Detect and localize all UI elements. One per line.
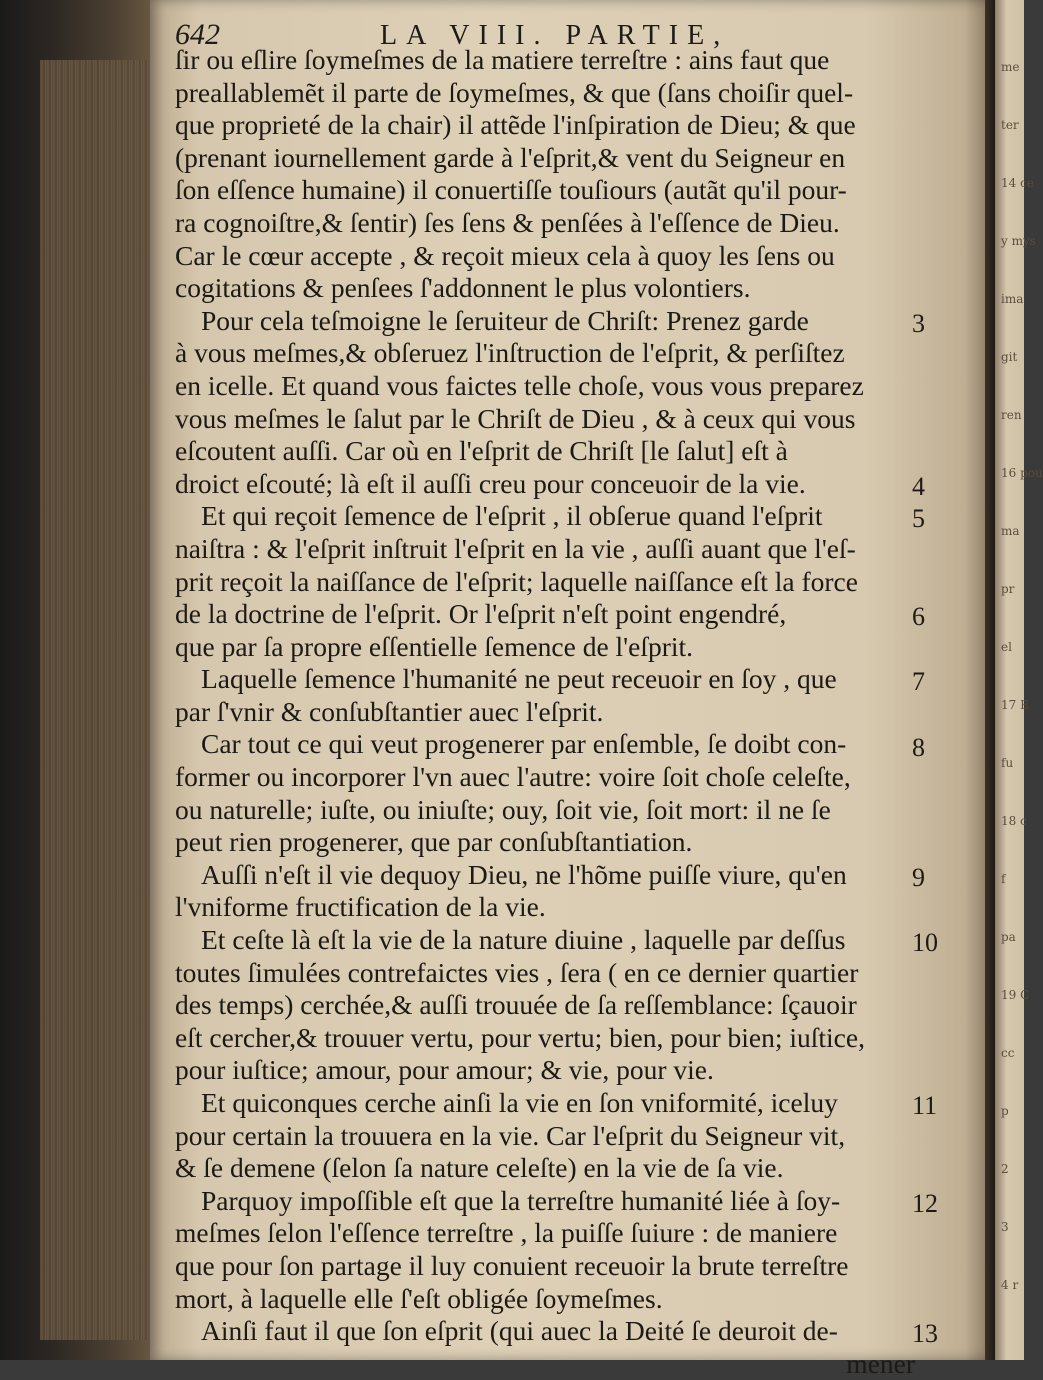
page-number: 642 — [175, 18, 220, 51]
right-page-text-fragment: y mys — [1001, 234, 1036, 248]
text-line: vous meſmes le ſalut par le Chriſt de Dieu , & à ceux qui vous — [175, 402, 856, 434]
text-line: prit reçoit la naiſſance de l'eſprit; laquelle naiſſance eſt la force — [175, 565, 858, 597]
right-page-text-fragment: cc — [1001, 1046, 1015, 1060]
text-line: par ſ'vnir & conſubſtantier auec l'eſprit. — [175, 695, 604, 727]
right-page-text-fragment: 17 E — [1001, 698, 1029, 712]
text-line: Et qui reçoit ſemence de l'eſprit , il obſerue quand l'eſprit — [201, 500, 823, 532]
text-line: peut rien progenerer, que par conſubſtantiation. — [175, 826, 693, 858]
text-line: meſmes ſelon l'eſſence terreſtre , la puiſſe ſuiure : de maniere — [175, 1217, 838, 1249]
text-line: eſcoutent auſſi. Car où en l'eſprit de Chriſt [le ſalut] eſt à — [175, 435, 788, 467]
right-page-text-fragment: git — [1001, 350, 1018, 364]
right-page-text-fragment: el — [1001, 640, 1012, 654]
verse-number: 13 — [912, 1319, 938, 1349]
text-line: Et ceſte là eſt la vie de la nature diuine , laquelle par deſſus — [201, 924, 846, 956]
text-line: que proprieté de la chair) il attẽde l'inſpiration de Dieu; & que — [175, 109, 856, 141]
verse-number: 9 — [912, 863, 925, 892]
right-page-text-fragment: pr — [1001, 582, 1015, 596]
verse-number: 12 — [912, 1189, 938, 1218]
text-line: en icelle. Et quand vous faictes telle choſe, vous vous preparez — [175, 369, 864, 401]
right-page-text-fragment: 14 ce — [1001, 176, 1034, 190]
text-line: Car le cœur accepte , & reçoit mieux cela à quoy les ſens ou — [175, 239, 835, 271]
text-line: ou naturelle; iuſte, ou iniuſte; ouy, ſoit vie, ſoit mort: il ne ſe — [175, 793, 831, 825]
text-line: ra cognoiſtre,& ſentir) ſes ſens & penſées à l'eſſence de Dieu. — [175, 206, 840, 238]
verse-number: 7 — [912, 667, 925, 697]
right-page-text-fragment: me — [1001, 60, 1020, 74]
text-line: cogitations & penſees ſ'addonnent le plus volontiers. — [175, 272, 751, 304]
text-line: eſt cercher,& trouuer vertu, pour vertu; bien, pour bien; iuſtice, — [175, 1021, 865, 1053]
text-line: Parquoy impoſſible eſt que la terreſtre humanité liée à ſoy- — [201, 1184, 841, 1216]
book-fore-edge — [0, 0, 160, 1360]
right-page-text-fragment: ma — [1001, 524, 1020, 538]
text-line: toutes ſimulées contrefaictes vies , ſera ( en ce dernier quartier — [175, 956, 859, 988]
text-line: & ſe demene (ſelon ſa nature celeſte) en la vie de ſa vie. — [175, 1152, 784, 1184]
right-page-text-fragment: 3 — [1001, 1220, 1009, 1234]
text-line: de la doctrine de l'eſprit. Or l'eſprit n'eſt point engendré, — [175, 598, 787, 630]
right-page-text-fragment: 18 c — [1001, 814, 1027, 828]
running-title: LA VIII. PARTIE, — [380, 20, 730, 51]
right-page-text-fragment: pa — [1001, 930, 1016, 944]
text-line: que pour ſon partage il luy conuient receuoir la brute terreſtre — [175, 1249, 849, 1281]
text-line: Ainſi faut il que ſon eſprit (qui auec la Deité ſe deuroit de- — [201, 1315, 838, 1347]
right-page-text-fragment: fu — [1001, 756, 1014, 770]
right-page-text-fragment: ima — [1001, 292, 1024, 306]
right-page-text-fragment: 19 C — [1001, 988, 1030, 1002]
text-line: naiſtra : & l'eſprit inſtruit l'eſprit en la vie , auſſi auant que l'eſ- — [175, 532, 856, 564]
right-page-text-fragment: f — [1001, 872, 1006, 886]
text-line: former ou incorporer l'vn auec l'autre: voire ſoit choſe celeſte, — [175, 761, 851, 793]
body-text — [175, 44, 938, 1380]
text-line: l'vniforme fructification de la vie. — [175, 891, 546, 923]
text-line: (prenant iournellement garde à l'eſprit,& vent du Seigneur en — [175, 141, 846, 173]
text-line: pour iuſtice; amour, pour amour; & vie, pour vie. — [175, 1054, 714, 1086]
right-page-text-fragment: ren — [1001, 408, 1022, 422]
verse-number: 3 — [912, 308, 925, 338]
verse-number: 6 — [912, 602, 925, 632]
right-page-text-fragment: 4 r — [1001, 1278, 1019, 1292]
verse-number: 10 — [912, 928, 938, 958]
text-line: droict eſcouté; là eſt il auſſi creu pour conceuoir de la vie. — [175, 467, 806, 499]
right-page-text-fragment: 16 pou — [1001, 466, 1043, 480]
text-line: Pour cela teſmoigne le ſeruiteur de Chriſt: Prenez garde — [201, 304, 809, 336]
text-line: à vous meſmes,& obſeruez l'inſtruction de l'eſprit, & perſiſtez — [175, 337, 845, 369]
text-line: mort, à laquelle elle ſ'eſt obligée ſoymeſmes. — [175, 1282, 663, 1314]
text-line: des temps) cerchée,& auſſi trouuée de ſa reſſemblance: ſçauoir — [175, 989, 857, 1021]
page-edges — [40, 60, 150, 1340]
text-line: ſon eſſence humaine) il conuertiſſe touſiours (autãt qu'il pour- — [175, 174, 847, 206]
verse-number: 11 — [912, 1091, 938, 1121]
verse-number: 8 — [912, 732, 925, 762]
text-line: ſir ou eſlire ſoymeſmes de la matiere terreſtre : ains faut que — [175, 44, 830, 75]
right-page-text-fragment: p — [1001, 1104, 1009, 1118]
text-line: que par ſa propre eſſentielle ſemence de l'eſprit. — [175, 630, 694, 662]
text-line: Et quiconques cerche ainſi la vie en ſon vniformité, iceluy — [201, 1087, 838, 1118]
text-line: Laquelle ſemence l'humanité ne peut receuoir en ſoy , que — [201, 663, 837, 695]
verse-number: 5 — [912, 504, 925, 534]
right-page-edge — [995, 0, 1043, 1360]
right-page-text-fragment: ter — [1001, 118, 1019, 132]
text-line: Auſſi n'eſt il vie dequoy Dieu, ne l'hõme puiſſe viure, qu'en — [201, 858, 847, 890]
text-line: pour certain la trouuera en la vie. Car l'eſprit du Seigneur vit, — [175, 1119, 846, 1151]
right-page-text-fragment: 2 — [1001, 1162, 1009, 1176]
text-line: mener — [846, 1347, 915, 1379]
verse-number: 4 — [912, 471, 925, 501]
text-line: Car tout ce qui veut progenerer par enſemble, ſe doibt con- — [201, 728, 847, 760]
text-line: preallablemẽt il parte de ſoymeſmes, & que (ſans choiſir quel- — [175, 76, 854, 108]
